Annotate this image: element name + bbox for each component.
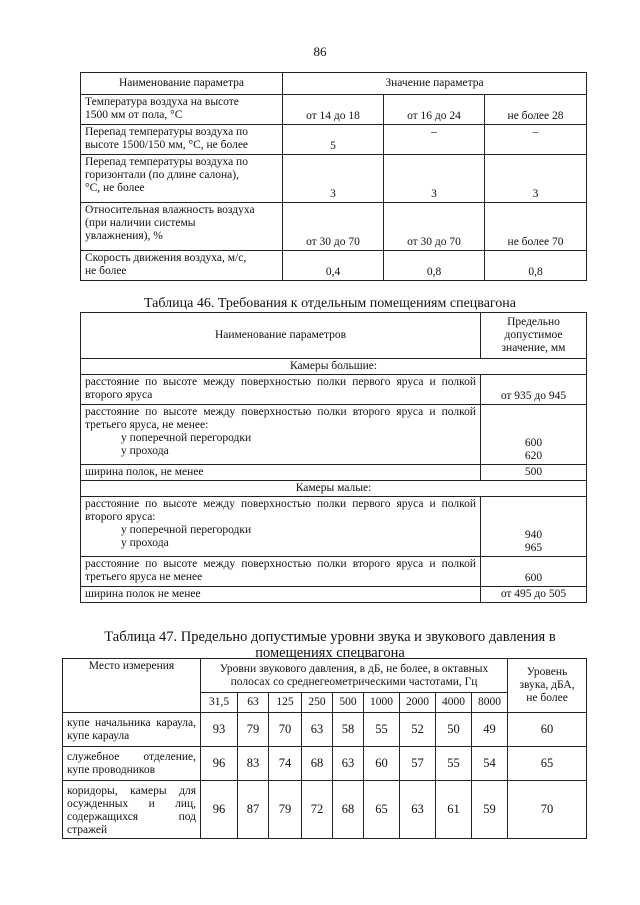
param-name: расстояние по высоте между поверхностью полки второго яруса и полкой третьего яруса не менее xyxy=(81,557,481,587)
table-row xyxy=(81,251,587,281)
param-name: Температура воздуха на высоте 1500 мм от пола, °С xyxy=(81,95,283,125)
table-air-parameters xyxy=(80,72,587,281)
value-cell: от 30 до 70 xyxy=(384,203,485,251)
param-name: ширина полок, не менее xyxy=(81,465,481,481)
value-cell: 3 xyxy=(485,155,587,203)
column-header-param: Наименование параметров xyxy=(81,313,481,359)
value-cell: не более 70 xyxy=(485,203,587,251)
table-row xyxy=(81,465,587,481)
value-cell: 0,8 xyxy=(384,251,485,281)
value-cell: 500 xyxy=(481,465,587,481)
page-number: 86 xyxy=(313,44,327,59)
section-row xyxy=(81,359,587,375)
table-row xyxy=(81,155,587,203)
freq-cell: 250 xyxy=(302,693,333,713)
dba-cell: 70 xyxy=(508,781,587,839)
value-cell: 55 xyxy=(436,747,472,781)
freq-cell: 1000 xyxy=(364,693,400,713)
table-header-row xyxy=(81,313,587,359)
column-header-place: Место измерения xyxy=(63,659,201,713)
value-cell: 79 xyxy=(269,781,302,839)
value-cell: 0,4 xyxy=(283,251,384,281)
place-cell: служебное отделение, купе проводников xyxy=(63,747,201,781)
freq-cell: 8000 xyxy=(472,693,508,713)
value-cell: 70 xyxy=(269,713,302,747)
value-cell: 5 xyxy=(283,125,384,155)
value-cell: 96 xyxy=(201,781,238,839)
value-cell: от 16 до 24 xyxy=(384,95,485,125)
section-title: Камеры малые: xyxy=(81,481,587,497)
column-header-sound: Уровень звука, дБА, не более xyxy=(508,659,587,713)
param-name: расстояние по высоте между поверхностью полки первого яруса и полкой второго яруса xyxy=(81,375,481,405)
value-cell: не более 28 xyxy=(485,95,587,125)
table-row xyxy=(63,713,587,747)
value-cell: 59 xyxy=(472,781,508,839)
column-header-value: Предельно допустимое значение, мм xyxy=(481,313,587,359)
table-header-row xyxy=(81,73,587,95)
table-row xyxy=(81,95,587,125)
place-cell: коридоры, камеры для осужденных и лиц, содержащихся под стражей xyxy=(63,781,201,839)
value-cell: 96 xyxy=(201,747,238,781)
table-row xyxy=(63,781,587,839)
value-cell: 940 965 xyxy=(481,497,587,557)
value-cell: 600 620 xyxy=(481,405,587,465)
param-name: расстояние по высоте между поверхностью полки первого яруса и полкой второго яруса: у поперечной перегородки у прохода xyxy=(81,497,481,557)
table-row xyxy=(81,203,587,251)
table-46-caption: Таблица 46. Требования к отдельным помещениям спецвагона xyxy=(143,296,517,311)
freq-cell: 31,5 xyxy=(201,693,238,713)
freq-cell: 4000 xyxy=(436,693,472,713)
param-name: Относительная влажность воздуха (при наличии системы увлажнения), % xyxy=(81,203,283,251)
value-cell: – xyxy=(485,125,587,155)
table-row xyxy=(81,557,587,587)
value-cell: 72 xyxy=(302,781,333,839)
value-cell: 93 xyxy=(201,713,238,747)
value-cell: 63 xyxy=(302,713,333,747)
value-cell: 49 xyxy=(472,713,508,747)
value-cell: от 495 до 505 xyxy=(481,587,587,603)
value-cell: 58 xyxy=(333,713,364,747)
value-cell: от 14 до 18 xyxy=(283,95,384,125)
value-cell: 55 xyxy=(364,713,400,747)
table-46 xyxy=(80,312,587,603)
value-cell: 74 xyxy=(269,747,302,781)
param-name: Скорость движения воздуха, м/с, не более xyxy=(81,251,283,281)
param-name: Перепад температуры воздуха по высоте 1500/150 мм, °С, не более xyxy=(81,125,283,155)
param-name: Перепад температуры воздуха по горизонтали (по длине салона), °С, не более xyxy=(81,155,283,203)
value-cell: от 935 до 945 xyxy=(481,375,587,405)
table-header-row xyxy=(63,659,587,693)
value-cell: 3 xyxy=(384,155,485,203)
value-cell: 57 xyxy=(400,747,436,781)
table-47 xyxy=(62,658,587,839)
param-name: ширина полок не менее xyxy=(81,587,481,603)
table-row xyxy=(81,405,587,465)
table-row xyxy=(81,587,587,603)
section-row xyxy=(81,481,587,497)
value-cell: 60 xyxy=(364,747,400,781)
value-cell: 83 xyxy=(238,747,269,781)
param-name: расстояние по высоте между поверхностью полки второго яруса и полкой третьего яруса, не менее: у поперечной перегородки у прохода xyxy=(81,405,481,465)
value-cell: от 30 до 70 xyxy=(283,203,384,251)
freq-cell: 500 xyxy=(333,693,364,713)
column-header-value: Значение параметра xyxy=(283,73,587,95)
value-cell: 0,8 xyxy=(485,251,587,281)
table-row xyxy=(81,375,587,405)
dba-cell: 60 xyxy=(508,713,587,747)
value-cell: 65 xyxy=(364,781,400,839)
value-cell: 3 xyxy=(283,155,384,203)
table-row xyxy=(81,125,587,155)
value-cell: 63 xyxy=(333,747,364,781)
freq-cell: 2000 xyxy=(400,693,436,713)
value-cell: 52 xyxy=(400,713,436,747)
value-cell: 54 xyxy=(472,747,508,781)
place-cell: купе начальника караула, купе караула xyxy=(63,713,201,747)
value-cell: 61 xyxy=(436,781,472,839)
table-47-caption: Таблица 47. Предельно допустимые уровни звука и звукового давления в помещениях спецвагона xyxy=(104,629,556,661)
value-cell: 79 xyxy=(238,713,269,747)
value-cell: 50 xyxy=(436,713,472,747)
section-title: Камеры большие: xyxy=(81,359,587,375)
freq-cell: 125 xyxy=(269,693,302,713)
column-header-param: Наименование параметра xyxy=(81,73,283,95)
value-cell: 63 xyxy=(400,781,436,839)
value-cell: 68 xyxy=(302,747,333,781)
value-cell: – xyxy=(384,125,485,155)
freq-cell: 63 xyxy=(238,693,269,713)
value-cell: 68 xyxy=(333,781,364,839)
value-cell: 600 xyxy=(481,557,587,587)
table-row xyxy=(81,497,587,557)
value-cell: 87 xyxy=(238,781,269,839)
dba-cell: 65 xyxy=(508,747,587,781)
table-row xyxy=(63,747,587,781)
column-header-levels: Уровни звукового давления, в дБ, не более, в октавных полосах со среднегеометрическими частотами, Гц xyxy=(201,659,508,693)
